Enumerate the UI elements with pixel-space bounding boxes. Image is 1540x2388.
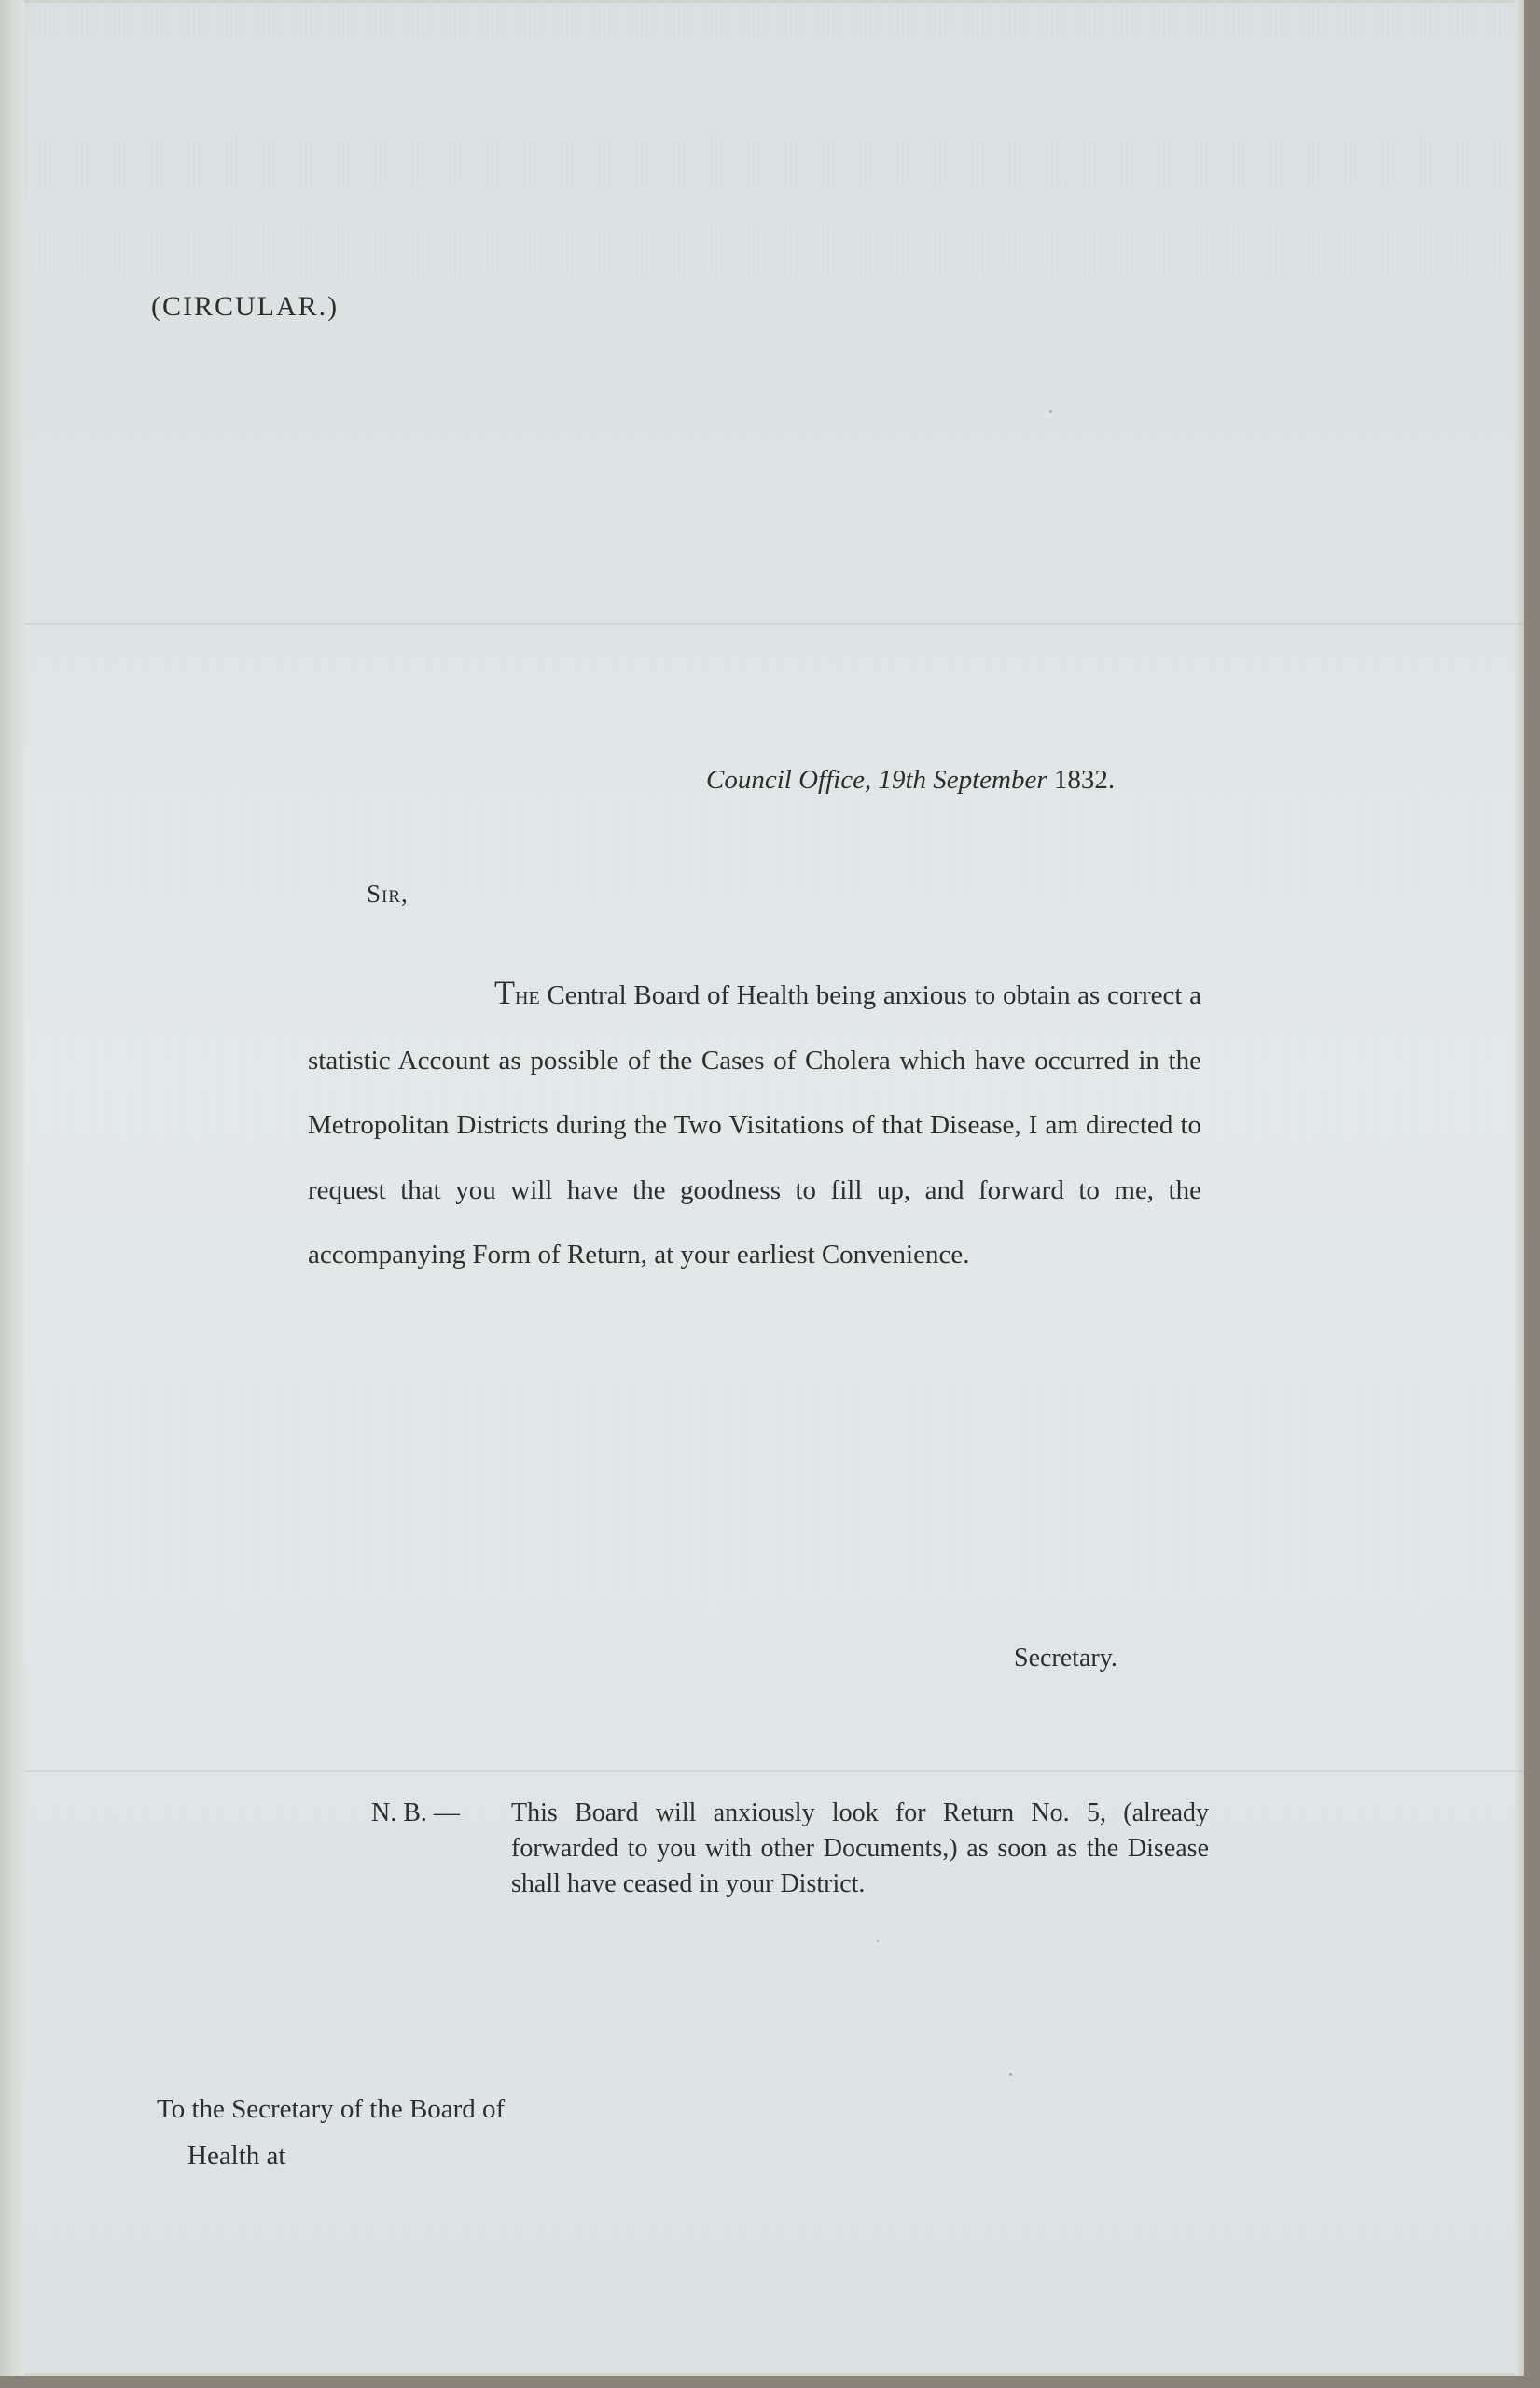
address-line-2: Health at bbox=[187, 2141, 286, 2171]
address-line-1: To the Secretary of the Board of bbox=[157, 2094, 506, 2124]
signature-title: Secretary. bbox=[1014, 1644, 1117, 1673]
ink-speck bbox=[877, 1940, 879, 1942]
paper-fold-line bbox=[24, 623, 1524, 625]
circular-heading: (CIRCULAR.) bbox=[151, 291, 340, 322]
paper-fold-line bbox=[24, 1770, 1524, 1772]
nota-bene bbox=[371, 1796, 1209, 1902]
dateline-day: 19th September bbox=[878, 765, 1047, 795]
salutation: Sir, bbox=[367, 880, 409, 908]
recipient-address bbox=[157, 2086, 505, 2179]
body-dropcap: T bbox=[494, 974, 515, 1011]
letter-body bbox=[308, 961, 1201, 1288]
dateline-place: Council Office, bbox=[706, 765, 872, 795]
page-left-edge bbox=[0, 0, 24, 2376]
dateline bbox=[706, 765, 1115, 796]
nota-bene-label: N. B. — bbox=[371, 1798, 460, 1827]
page-right-edge bbox=[1515, 0, 1524, 2376]
dateline-year: 1832. bbox=[1053, 765, 1116, 795]
body-text: Central Board of Health being anxious to obtain as correct a statistic Account as possible of the Cases of Cholera which have occurred in the Metropolitan Districts during the Two Visitations of that Disease, I am directed to request that you will have the goodness to fill up, and forward to me, the accompanying Form of Return, at your earliest Convenience. bbox=[308, 980, 1202, 1270]
ink-speck bbox=[1009, 2073, 1012, 2076]
body-smallcaps: he bbox=[515, 980, 540, 1010]
ink-speck bbox=[1049, 410, 1052, 413]
nota-bene-text: This Board will anxiously look for Return No. 5, (already forwarded to you with other Documents,) as soon as the Disease shall have ceased in your District. bbox=[511, 1798, 1209, 1898]
